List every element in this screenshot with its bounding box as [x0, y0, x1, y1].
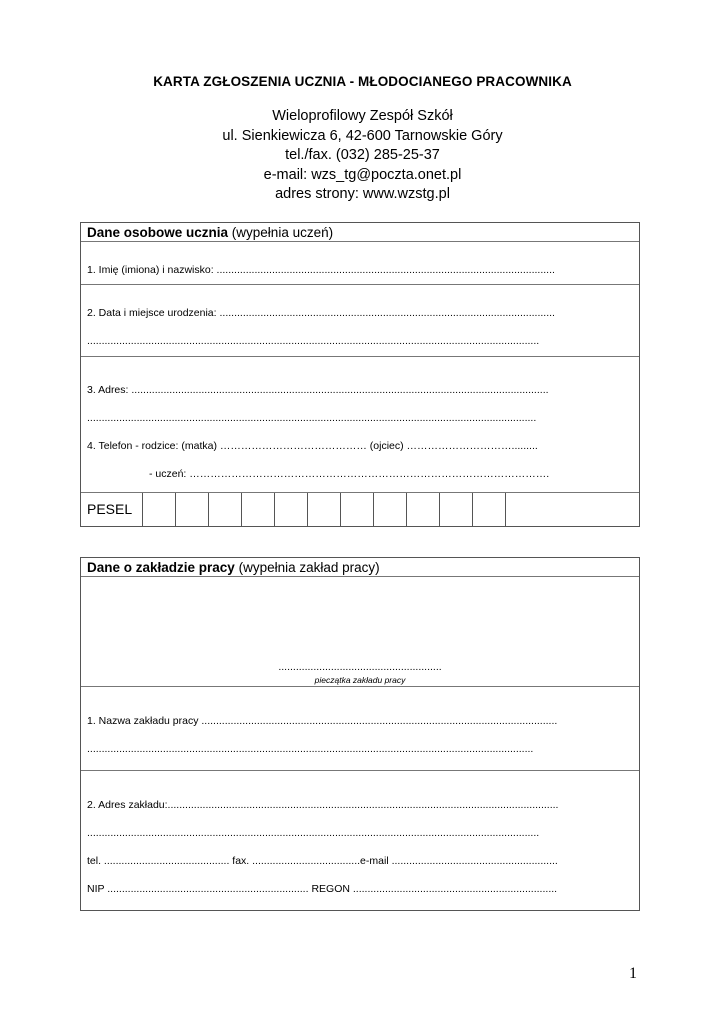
student-name-field[interactable]: 1. Imię (imiona) i nazwisko: .................................................................................................................... [87, 264, 555, 276]
divider [81, 770, 639, 771]
employer-name-field[interactable]: 1. Nazwa zakładu pracy .......................................................................................................................... [87, 715, 558, 727]
stamp-caption: pieczątka zakładu pracy [314, 675, 406, 685]
school-website: adres strony: www.wzstg.pl [275, 186, 450, 202]
pesel-digit-box[interactable] [307, 493, 308, 526]
employer-data-section [80, 557, 640, 911]
pesel-digit-box[interactable] [274, 493, 275, 526]
birth-date-place-field[interactable]: 2. Data i miejsce urodzenia: ................................................................................................................... [87, 307, 555, 319]
school-phone: tel./fax. (032) 285-25-37 [285, 147, 440, 163]
birth-date-place-field-continued[interactable]: ........................................................................................................................................................... [87, 335, 540, 347]
student-section-heading [87, 225, 333, 240]
divider [81, 284, 639, 285]
employer-address-field[interactable]: 2. Adres zakładu:...................................................................................................................................... [87, 799, 559, 811]
divider [81, 241, 639, 242]
student-address-field-continued[interactable]: .......................................................................................................................................................... [87, 412, 537, 424]
student-section-note: (wypełnia uczeń) [231, 225, 334, 240]
employer-section-heading [87, 560, 380, 575]
pesel-digit-box[interactable] [241, 493, 242, 526]
student-data-section [80, 222, 640, 527]
pesel-digit-box[interactable] [208, 493, 209, 526]
pesel-digit-box[interactable] [373, 493, 374, 526]
pesel-digit-box[interactable] [472, 493, 473, 526]
employer-name-field-continued[interactable]: ......................................................................................................................................................... [87, 743, 534, 755]
pesel-digit-box[interactable] [142, 493, 143, 526]
divider [81, 686, 639, 687]
school-header [0, 107, 725, 205]
employer-contact-field[interactable]: tel. ........................................... fax. .....................................e-mail ......................................................... [87, 855, 558, 867]
pesel-digit-box[interactable] [439, 493, 440, 526]
school-address: ul. Sienkiewicza 6, 42-600 Tarnowskie Góry [222, 127, 503, 144]
pesel-digit-box[interactable] [340, 493, 341, 526]
school-name: Wieloprofilowy Zespół Szkół [272, 108, 453, 124]
pesel-digit-box[interactable] [175, 493, 176, 526]
divider [81, 356, 639, 357]
pesel-label: PESEL [87, 501, 133, 517]
employer-address-field-continued[interactable]: ........................................................................................................................................................... [87, 827, 540, 839]
pesel-row [81, 492, 639, 526]
divider [81, 576, 639, 577]
student-section-title: Dane osobowe ucznia [87, 225, 229, 240]
school-email: e-mail: wzs_tg@poczta.onet.pl [263, 166, 462, 183]
pesel-digit-box[interactable] [406, 493, 407, 526]
employer-section-note: (wypełnia zakład pracy) [238, 560, 380, 575]
page-number: 1 [629, 965, 637, 982]
employer-section-title: Dane o zakładzie pracy [87, 560, 235, 575]
pesel-digit-box-end [505, 493, 506, 526]
stamp-signature-line[interactable]: ........................................................ [278, 661, 442, 673]
employer-ids-field[interactable]: NIP ..................................................................... REGON ...................................................................... [87, 883, 558, 895]
form-title: KARTA ZGŁOSZENIA UCZNIA - MŁODOCIANEGO PRACOWNIKA [153, 74, 572, 89]
student-address-field[interactable]: 3. Adres: ............................................................................................................................................... [87, 384, 549, 396]
parents-phone-field[interactable]: 4. Telefon - rodzice: (matka) …………………………………… (ojciec) …………………………......... [87, 440, 538, 452]
student-phone-field[interactable]: - uczeń: …………………………………………………………………………………………. [149, 468, 550, 480]
